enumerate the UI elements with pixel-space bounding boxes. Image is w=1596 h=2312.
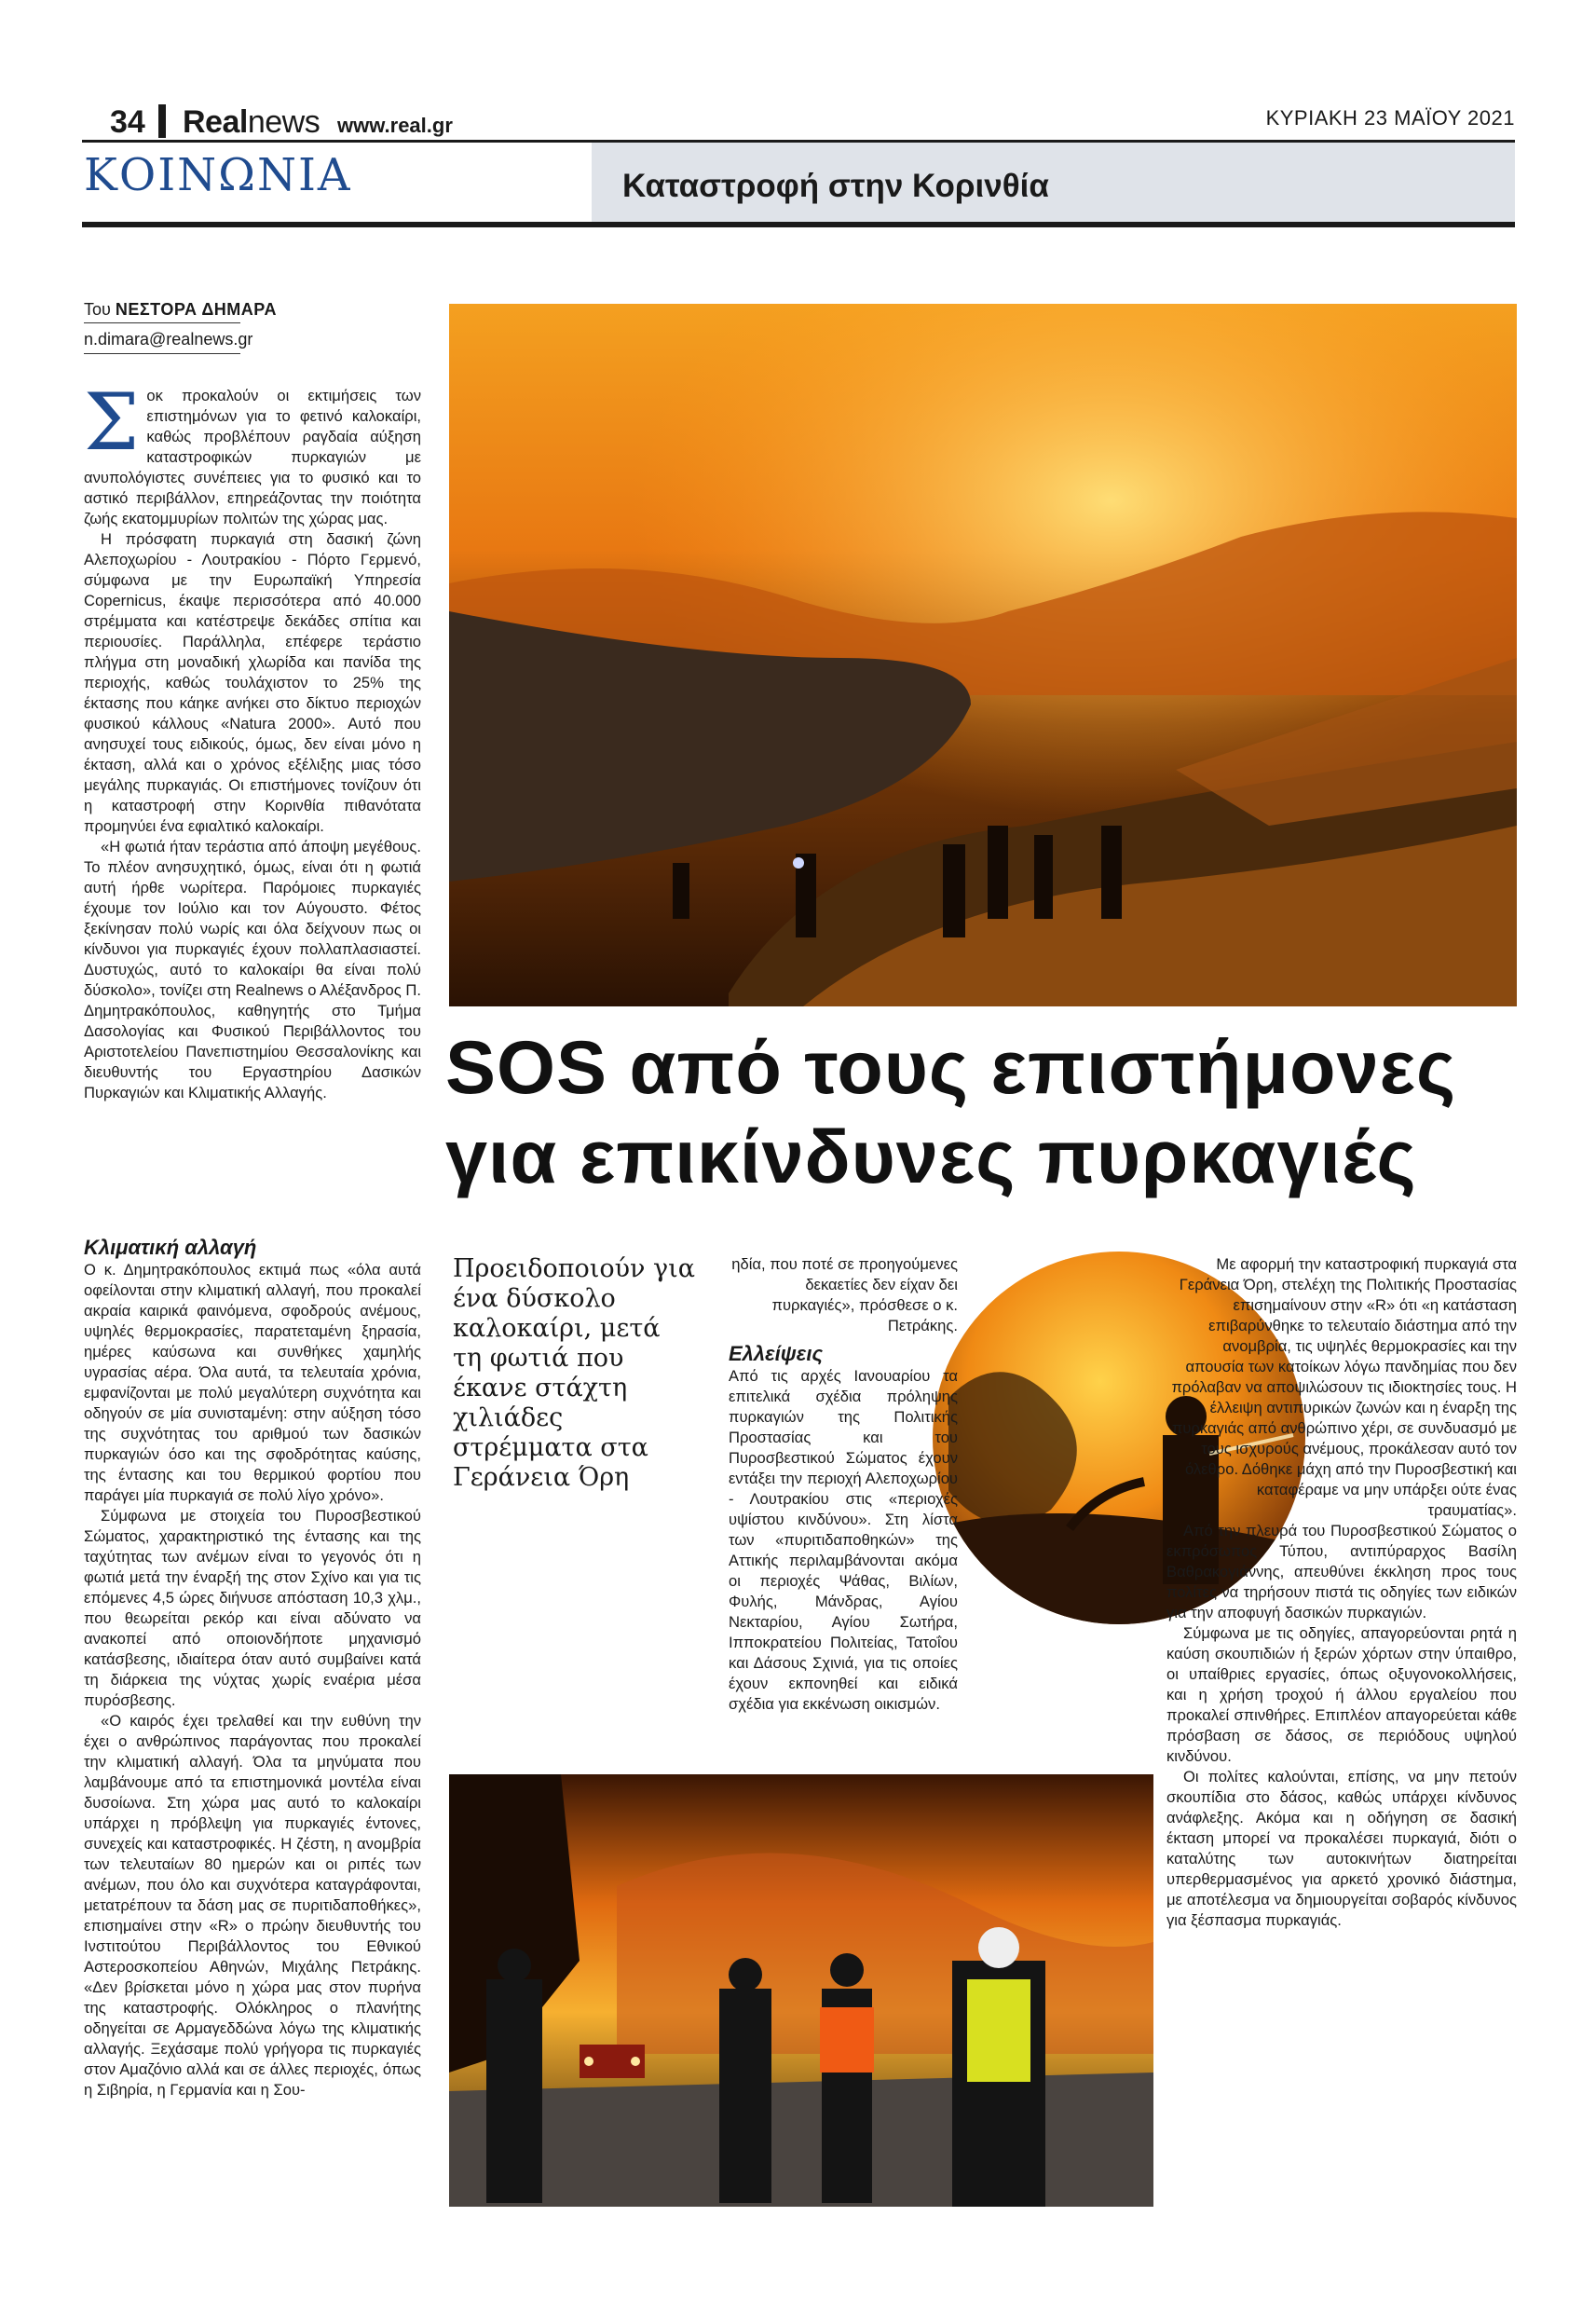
email-rule xyxy=(84,353,240,354)
brand-bold: Real xyxy=(183,104,248,140)
paragraph: Σύμφωνα με στοιχεία του Πυροσβεστικού Σώματος, χαρακτηριστικό της έντασης και της ταχύτητας των ανέμων είναι το γεγονός ότι η φωτιά μετά την έναρξή της στον Σχίνο και για τις επόμενες 4,5 ώρες διήνυσε απόσταση 10,3 χλμ., που θεωρείται ρεκόρ και είναι αδύνατο να ανακοπεί από οποιονδήποτε μηχανισμό κατάσβεσης, ιδιαίτερα όταν αυτό συμβαίνει κατά τη διάρκεια της νύχτας χωρίς εναέρια μέσα πυρόσβεσης. xyxy=(84,1507,421,1709)
subheadline: Προειδοποιούν για ένα δύσκολο καλοκαίρι, μετά τη φωτιά που έκανε στάχτη χιλιάδες στρέμματα στα Γεράνεια Όρη xyxy=(453,1254,695,1492)
headline-line-2: για επικίνδυνες πυρκαγιές xyxy=(445,1115,1417,1199)
paragraph: Η πρόσφατη πυρκαγιά στη δασική ζώνη Αλεποχωρίου - Λουτρακίου - Πόρτο Γερμενό, σύμφωνα με την Ευρωπαϊκή Υπηρεσία Copernicus, έκαψε περισσότερα από 40.000 στρέμματα και κατέστρεψε δεκάδες σπίτια και περιουσίες. Παράλληλα, επέφερε τεράστιο πλήγμα στη μοναδική χλωρίδα και πανίδα της περιοχής, καθώς τουλάχιστον το 25% της έκτασης που κάηκε ανήκει στο δίκτυο περιοχών φυσικού κάλλους «Natura 2000». Αυτό που ανησυχεί τους ειδικούς, όμως, δεν είναι μόνο η έκταση, αλλά και ο χρόνος εξέλιξης μιας τόσο μεγάλης πυρκαγιάς. Οι επιστήμονες τονίζουν ότι η καταστροφή στην Κορινθία πιθανότατα προμηνύει ένα εφιαλτικό καλοκαίρι. xyxy=(84,530,421,835)
headline xyxy=(445,1023,1519,1202)
paragraph: Σύμφωνα με τις οδηγίες, απαγορεύονται ρητά η καύση σκουπιδιών ή ξερών χόρτων στην ύπαιθρο, οι υπαίθριες εργασίες, όπως οξυγονοκολλήσεις, και η χρήση τροχού ή άλλου εργαλείου που προκαλεί σπινθήρες. Επιπλέον απαγορεύεται κάθε πρόσβαση σε δάσος, σε περιόδους υψηλού κινδύνου. xyxy=(1166,1624,1517,1765)
paragraph: Από τις αρχές Ιανουαρίου τα επιτελικά σχέδια πρόληψης πυρκαγιών της Πολιτικής Προστασίας και του Πυροσβεστικού Σώματος έχουν εντάξει την περιοχή Αλεποχωρίου - Λουτρακίου στις «περιοχές υψίστου κινδύνου». Στη λίστα των «πυριτιδαποθηκών» της Αττικής περιλαμβάνονται ακόμα οι περιοχές Ψάθας, Βιλίων, Φυλής, Μάνδρας, Αγίου Νεκταρίου, Αγίου Σωτήρα, Ιπποκρατείου Πολιτείας, Τατοΐου και Δάσους Σχινιά, για τις οποίες έχουν εκπονηθεί και ειδικά σχέδια για εκκένωση οικισμών. xyxy=(729,1367,958,1713)
paragraph: Με αφορμή την καταστροφική πυρκαγιά στα Γεράνεια Όρη, στελέχη της Πολιτικής Προστασίας επισημαίνουν στην «R» ότι «η κατάσταση επιβαρύνθηκε το τελευταίο διάστημα από την ανομβρία, τις υψηλές θερμοκρασίες και την απουσία των κατοίκων λόγω πανδημίας που δεν πρόλαβαν να αποψιλώσουν τις ιδιοκτησίες τους. Η έλλειψη αντιπυρικών ζωνών και η έναρξη της πυρκαγιάς από ανθρώπινο χέρι, σε συνδυασμό με τους ισχυρούς ανέμους, προκάλεσαν αυτό τον όλεθρο. Δόθηκε μάχη από την Πυροσβεστική και καταφέραμε να μην υπάρξει ούτε ένας τραυματίας». xyxy=(1171,1255,1517,1519)
paragraph: Οι πολίτες καλούνται, επίσης, να μην πετούν σκουπίδια στο δάσος, καθώς υπάρχει κίνδυνος ανάφλεξης. Ακόμα και η οδήγηση σε δασική έκταση μπορεί να προκαλέσει πυρκαγιά, διότι ο καταλύτης των αυτοκινήτων διατηρείται υπερθερμασμένος για αρκετό χρονικό διάστημα, με αποτέλεσμα να δημιουργείται σοβαρός κίνδυνος για ξέσπασμα πυρκαγιάς. xyxy=(1166,1768,1517,1929)
paragraph: Ο κ. Δημητρακόπουλος εκτιμά πως «όλα αυτά οφείλονται στην κλιματική αλλαγή, που προκαλεί ακραία καιρικά φαινόμενα, σφοδρούς ανέμους, υψηλές θερμοκρασίες, παρατεταμένη ξηρασία, ημέρες καύσωνα και συνθήκες χαμηλής υγρασίας αέρα. Όλα αυτά, τα τελευταία χρόνια, εμφανίζονται με πολύ μεγαλύτερη συχνότητα και οδηγούν σε μία συνισταμένη: στην αύξηση τόσο της συχνότητας του αριθμού των δασικών πυρκαγιών όσο και της σφοδρότητας καύσης, της έντασης και του θερμικού φορτίου που παράγει μία πυρκαγιά σε πολύ λίγο χρόνο». xyxy=(84,1261,421,1504)
publication-logo xyxy=(183,104,320,141)
brand-light: news xyxy=(247,104,321,140)
author-email: n.dimara@realnews.gr xyxy=(84,330,253,349)
paragraph: ηδία, που ποτέ σε προηγούμενες δεκαετίες δεν είχαν δει πυρκαγιές», πρόσθεσε ο κ. Πετράκης. xyxy=(731,1255,958,1334)
crosshead: Κλιματική αλλαγή xyxy=(84,1236,257,1259)
byline-prefix: Του xyxy=(84,300,116,319)
paragraph: «Η φωτιά ήταν τεράστια από άποψη μεγέθους. Το πλέον ανησυχητικό, όμως, είναι ότι η φωτιά αυτή ήρθε νωρίτερα. Παρόμοιες πυρκαγιές έχουμε τον Ιούλιο και τον Αύγουστο. Φέτος ξεκίνησαν πολύ νωρίς και όλα δείχνουν πως οι κίνδυνοι για πυρκαγιές έχουν πολλαπλασιαστεί. Δυστυχώς, αυτό το καλοκαίρι θα είναι πολύ δύσκολο», τονίζει στη Realnews ο Αλέξανδρος Π. Δημητρακόπουλος, καθηγητής στο Τμήμα Δασολογίας και Φυσικού Περιβάλλοντος του Αριστοτελείου Πανεπιστημίου Θεσσαλονίκης και διευθυντής του Εργαστηρίου Δασικών Πυρκαγιών και Κλιματικής Αλλαγής. xyxy=(84,838,421,1101)
issue-date: ΚΥΡΙΑΚΗ 23 ΜΑΪΟΥ 2021 xyxy=(1265,106,1515,130)
paragraph: οκ προκαλούν οι εκτιμήσεις των επιστημόνων για το φετινό καλοκαίρι, καθώς προβλέπουν ραγδαία αύξηση καταστροφικών πυρκαγιών με ανυπολόγιστες συνέπειες για το φυσικό και το αστικό περιβάλλον, επηρεάζοντας την ποιότητα ζωής εκατομμυρίων πολιτών της χώρας μας. xyxy=(84,387,421,527)
section-title: Καταστροφή στην Κορινθία xyxy=(622,168,1049,204)
wildfire-night-photo xyxy=(449,304,1517,1006)
byline xyxy=(84,300,277,320)
article-column-3 xyxy=(729,1254,958,1715)
headline-line-1: SOS από τους επιστήμονες xyxy=(445,1026,1457,1110)
page-number: 34 xyxy=(110,104,145,140)
paragraph: «Ο καιρός έχει τρελαθεί και την ευθύνη την έχει ο ανθρώπινος παράγοντας που προκαλεί την κλιματική αλλαγή. Όλα τα μηνύματα που λαμβάνουμε από τα επιστημονικά μοντέλα είναι δυσοίωνα. Στη χώρα μας αυτό το καλοκαίρι υπάρχει η πρόβλεψη για πυρκαγιές έντονες, συνεχείς και καταστροφικές. Η ζέστη, η ανομβρία των τελευταίων 80 ημερών και οι ριπές των ανέμων, που όλο και συχνότερα καταγράφονται, μετατρέπουν τα δάση μας σε πυριτιδαποθήκες», επισημαίνει στην «R» ο πρώην διευθυντής του Ινστιτούτου Περιβάλλοντος του Εθνικού Αστεροσκοπείου Αθηνών, Μιχάλης Πετράκης. «Δεν βρίσκεται μόνο η χώρα μας στον πυρήνα της καταστροφής. Ολόκληρος ο πλανήτης οδηγείται σε Αρμαγεδδώνα λόγω της κλιματικής αλλαγής. Ξεχάσαμε πολύ γρήγορα τις πυρκαγιές στον Αμαζόνιο αλλά και σε άλλες περιοχές, όπως η Σιβηρία, η Γερμανία και η Σου- xyxy=(84,1712,421,2099)
crosshead: Ελλείψεις xyxy=(729,1342,824,1365)
section-name: ΚΟΙΝΩΝΙΑ xyxy=(84,149,352,201)
header-divider xyxy=(158,104,166,138)
article-column-4 xyxy=(1166,1254,1517,1931)
website-url: www.real.gr xyxy=(337,114,453,137)
paragraph: Από την πλευρά του Πυροσβεστικού Σώματος ο εκπρόσωπος Τύπου, αντιπύραρχος Βασίλη Βαθρακογιάννης, απευθύνει έκκληση προς τους πολίτες να τηρήσουν πιστά τις οδηγίες των ειδικών για την αποφυγή δασικών πυρκαγιών. xyxy=(1166,1522,1517,1621)
article-column-1 xyxy=(84,376,421,1103)
article-column-1-continued xyxy=(84,1230,421,2100)
section-rule xyxy=(82,222,1515,227)
byline-rule xyxy=(84,322,240,323)
drop-cap: Σ xyxy=(84,376,140,468)
firefighters-road-photo xyxy=(449,1774,1153,2207)
author-name: ΝΕΣΤΟΡΑ ΔΗΜΑΡΑ xyxy=(115,300,277,319)
